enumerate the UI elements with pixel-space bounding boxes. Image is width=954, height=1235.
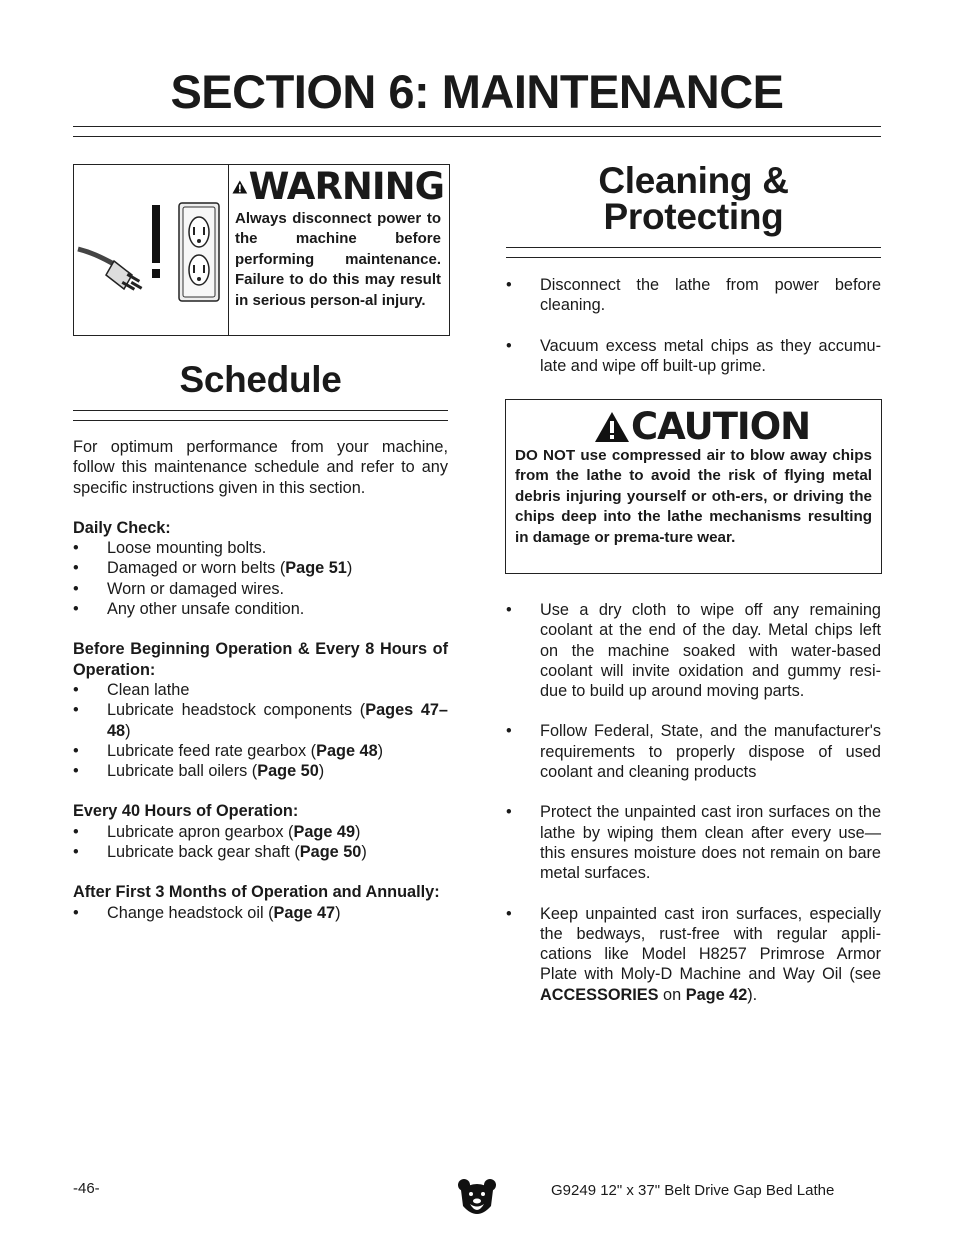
list-item: • Lubricate apron gearbox (Page 49): [73, 822, 448, 842]
list-item: • Clean lathe: [73, 680, 448, 700]
cleaning-rule-top: [506, 247, 881, 248]
caution-badge: [594, 405, 811, 448]
cleaning-rule-bottom: [506, 257, 881, 258]
list-item: • Any other unsafe condition.: [73, 599, 448, 619]
page-title: SECTION 6: MAINTENANCE: [170, 65, 784, 118]
forty-heading: Every 40 Hours of Operation:: [73, 802, 299, 821]
page-number: -46-: [73, 1180, 100, 1197]
list-item: • Lubricate headstock components (Pages 47–48): [73, 700, 448, 741]
schedule-intro: For optimum performance from your machine, follow this maintenance schedule and refer to any specific instructions given in this section.: [73, 438, 448, 497]
plug-icon: [78, 249, 142, 291]
caution-triangle-icon: [594, 411, 630, 443]
cleaning-heading-line1: Cleaning &: [598, 160, 789, 201]
daily-heading: Daily Check:: [73, 518, 171, 537]
list-item: • Damaged or worn belts (Page 51): [73, 558, 448, 578]
title-rule-bottom: [73, 136, 881, 137]
list-item: • Keep unpainted cast iron surfaces, especially the bedways, rust-free with regular appli-cations like Model H8257 Primrose Armor Plate with Moly-D Machine and Way Oil (see ACCESSORIES on Page 42).: [506, 904, 881, 1005]
schedule-body: [73, 437, 448, 923]
schedule-heading: Schedule: [179, 359, 342, 400]
list-item: • Change headstock oil (Page 47): [73, 903, 448, 923]
list-item: • Worn or damaged wires.: [73, 579, 448, 599]
list-item: • Lubricate back gear shaft (Page 50): [73, 842, 448, 862]
schedule-rule-bottom: [73, 420, 448, 421]
cleaning-heading-line2: Protecting: [603, 196, 784, 237]
daily-list: [73, 538, 448, 619]
list-item: • Follow Federal, State, and the manufacturer's requirements to properly dispose of used coolant and cleaning products: [506, 721, 881, 782]
cleaning-bottom-list: [506, 600, 881, 1005]
exclamation-icon: [152, 205, 160, 278]
annual-heading: After First 3 Months of Operation and Annually:: [73, 883, 440, 902]
cleaning-heading: [506, 160, 881, 237]
warning-badge: [232, 165, 444, 208]
footer-model: G9249 12" x 37" Belt Drive Gap Bed Lathe: [551, 1182, 835, 1199]
list-item: • Loose mounting bolts.: [73, 538, 448, 558]
list-item: • Protect the unpainted cast iron surfaces on the lathe by wiping them clean after every use—this ensures moisture does not remain on bare metal surfaces.: [506, 802, 881, 883]
before-heading: Before Beginning Operation & Every 8 Hours of Operation:: [73, 640, 448, 679]
before-list: [73, 680, 448, 781]
caution-text: DO NOT use compressed air to blow away chips from the lathe to avoid the risk of flying metal debris injuring yourself or oth-ers, or driving the chips deep into the lathe mechanisms resulting in damage or prema-ture wear.: [515, 447, 872, 546]
warning-box: [73, 164, 450, 336]
warning-triangle-icon: [232, 171, 248, 203]
cleaning-top-list: [506, 275, 881, 376]
schedule-rule-top: [73, 410, 448, 411]
bear-logo: [457, 1176, 497, 1222]
warning-illustration: [74, 165, 229, 335]
annual-list: [73, 903, 448, 923]
outlet-icon: [179, 203, 219, 301]
warning-label: WARNING: [248, 165, 444, 208]
list-item: • Lubricate feed rate gearbox (Page 48): [73, 741, 448, 761]
warning-text: Always disconnect power to the machine before performing maintenance. Failure to do this may result in serious person-al injury.: [235, 210, 441, 309]
title-rule-top: [73, 126, 881, 127]
caution-box: [505, 399, 882, 574]
list-item: • Lubricate ball oilers (Page 50): [73, 761, 448, 781]
list-item: • Disconnect the lathe from power before cleaning.: [506, 275, 881, 316]
list-item: • Vacuum excess metal chips as they accumu-late and wipe off built-up grime.: [506, 336, 881, 377]
list-item: • Use a dry cloth to wipe off any remaining coolant at the end of the day. Metal chips left on the machine soaked with water-based coolant will invite oxidation and gummy resi-due to build up around moving parts.: [506, 600, 881, 701]
caution-label: CAUTION: [631, 405, 811, 448]
forty-list: [73, 822, 448, 863]
